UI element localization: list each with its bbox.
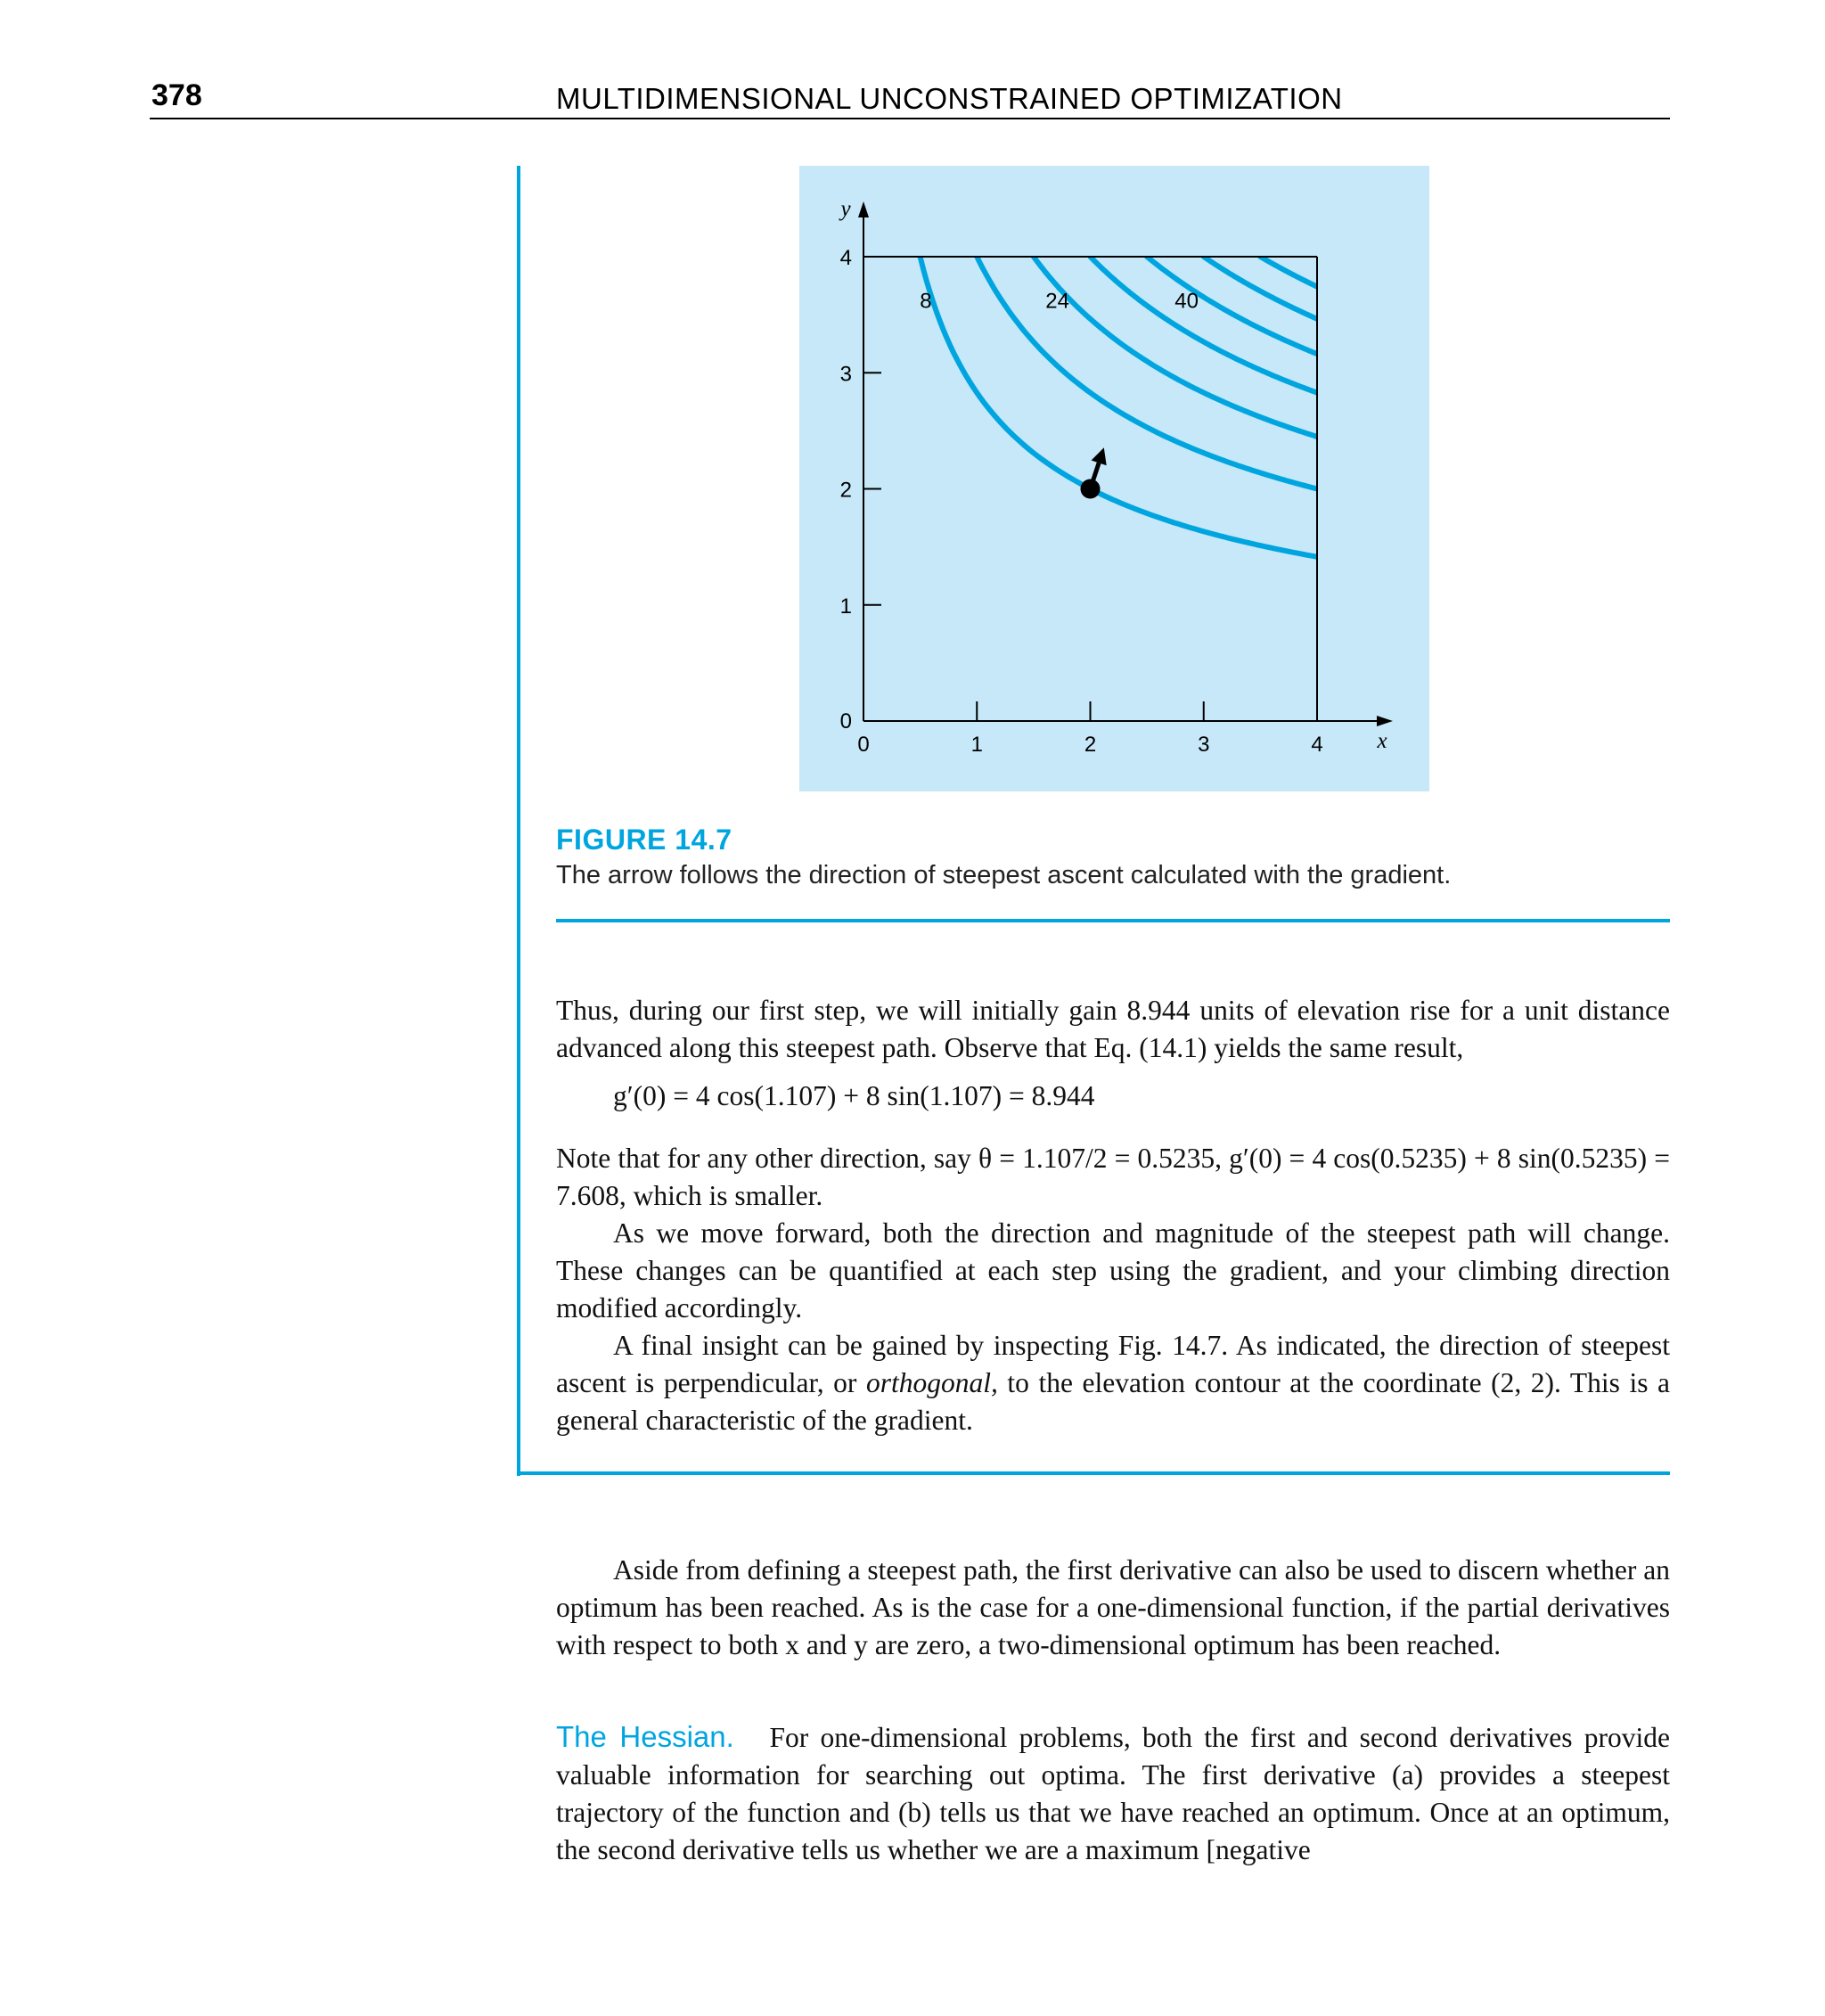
contour-line (1091, 257, 1318, 393)
contour-label: 8 (920, 289, 932, 314)
x-axis-label: x (1377, 729, 1387, 753)
gradient-arrow-head (1092, 447, 1107, 465)
figure-bottom-rule (556, 919, 1670, 922)
y-tick-label: 3 (839, 362, 852, 387)
x-tick-label: 0 (857, 733, 870, 757)
paragraph-4-text-a: A final insight can be gained by inspecting Fig. 14.7. As indicated, the direction of steepest ascent is perpendicular, or (556, 1330, 1670, 1398)
contour-label: 24 (1045, 289, 1069, 314)
contour-line (1260, 257, 1317, 287)
contour-plot (799, 166, 1429, 791)
y-tick-label: 0 (839, 709, 852, 733)
contour-lines (921, 257, 1317, 557)
paragraph-4-text-b: to the elevation contour at the coordinate (2, 2). This is a general characteristic of the gradient. (556, 1367, 1670, 1436)
page-number: 378 (151, 78, 202, 112)
paragraph-3: As we move forward, both the direction and magnitude of the steepest path will change. These changes can be quantified at each step using the gradient, and your climbing direction modified accordingly. (556, 1217, 1670, 1324)
section-heading-hessian: The Hessian. (556, 1720, 734, 1753)
figure-panel (799, 166, 1429, 791)
contour-label: 40 (1174, 289, 1199, 314)
paragraph-4 (556, 1327, 1670, 1439)
contour-line (921, 257, 1317, 557)
x-tick-label: 4 (1311, 733, 1323, 757)
equation-1: g′(0) = 4 cos(1.107) + 8 sin(1.107) = 8.944 (613, 1080, 1095, 1111)
paragraph-5: Aside from defining a steepest path, the first derivative can also be used to discern whether an optimum has been reached. As is the case for a one-dimensional function, if the partial derivatives with respect to both x and y are zero, a two-dimensional optimum has been reached. (556, 1554, 1670, 1660)
y-tick-label: 1 (839, 594, 852, 619)
paragraph-4-emphasis: orthogonal, (865, 1367, 998, 1398)
paragraph-2: Note that for any other direction, say θ = 1.107/2 = 0.5235, g′(0) = 4 cos(0.5235) + 8 sin(0.5235) = 7.608, which is smaller. (556, 1143, 1670, 1211)
paragraph-1: Thus, during our first step, we will initially gain 8.944 units of elevation rise for a unit distance advanced along this steepest path. Observe that Eq. (14.1) yields the same result, (556, 995, 1670, 1063)
figure-caption: The arrow follows the direction of steepest ascent calculated with the gradient. (556, 861, 1452, 889)
paragraph-6 (556, 1718, 1670, 1869)
y-axis-arrowhead (858, 201, 869, 217)
gradient-marker (1081, 447, 1107, 498)
example-box-bottom-rule (517, 1471, 1670, 1475)
y-tick-label: 4 (839, 246, 852, 270)
x-tick-label: 3 (1198, 733, 1210, 757)
y-tick-label: 2 (839, 478, 852, 503)
contour-line (1034, 257, 1317, 437)
paragraph-6-text: For one-dimensional problems, both the first and second derivatives provide valuable information for searching out optima. The first derivative (a) provides a steepest trajectory of the function and (b) tells us that we have reached an optimum. Once at an optimum, the second derivative tells us whether we are a maximum [negative (556, 1722, 1670, 1865)
header-rule (150, 118, 1670, 119)
x-tick-label: 1 (970, 733, 983, 757)
figure-label: FIGURE 14.7 (556, 824, 732, 856)
example-box-left-rule (517, 166, 520, 1476)
x-axis-arrowhead (1377, 716, 1393, 726)
start-point (1081, 479, 1101, 499)
x-tick-label: 2 (1084, 733, 1097, 757)
plot-axes (858, 201, 1393, 726)
running-head: MULTIDIMENSIONAL UNCONSTRAINED OPTIMIZATION (556, 82, 1343, 115)
y-axis-label: y (840, 197, 851, 221)
